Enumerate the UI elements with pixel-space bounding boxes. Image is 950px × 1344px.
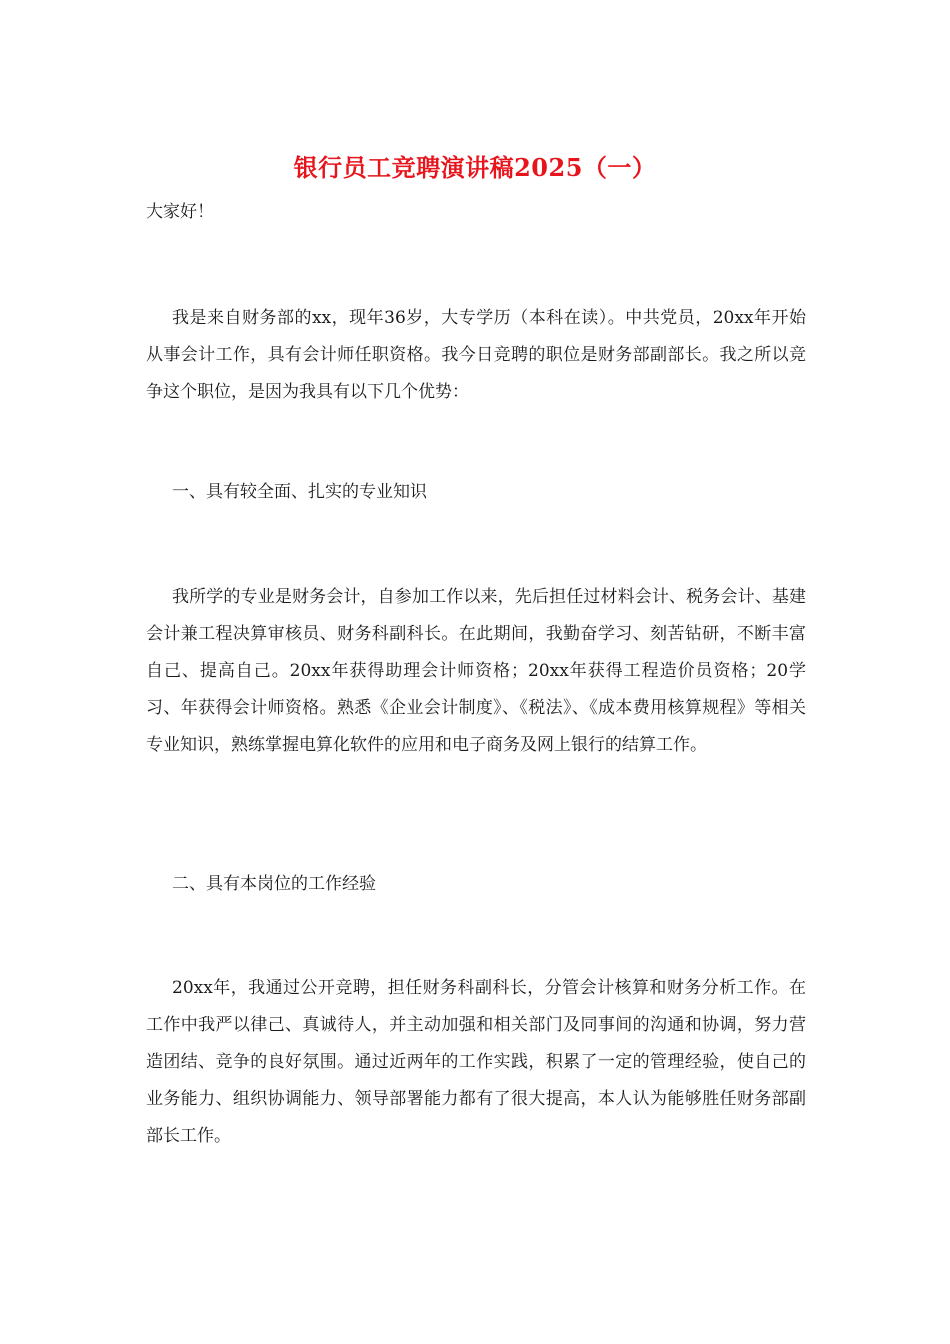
intro-paragraph: 我是来自财务部的xx，现年36岁，大专学历（本科在读）。中共党员，20xx年开始从事会计工作，具有会计师任职资格。我今日竞聘的职位是财务部副部长。我之所以竞争这个职位，是因为我具有以下几个优势： (146, 308, 806, 402)
document-title: 银行员工竞聘演讲稿2025（一） (293, 153, 657, 182)
section-heading-1: 一、具有较全面、扎实的专业知识 (172, 482, 427, 502)
section-1-paragraph: 我所学的专业是财务会计，自参加工作以来，先后担任过材料会计、税务会计、基建会计兼工程决算审核员、财务科副科长。在此期间，我勤奋学习、刻苦钻研，不断丰富自己、提高自己。20xx年获得助理会计师资格；20xx年获得工程造价员资格；20学习、年获得会计师资格。熟悉《企业会计制度》、《税法》、《成本费用核算规程》等相关专业知识，熟练掌握电算化软件的应用和电子商务及网上银行的结算工作。 (146, 587, 806, 755)
section-heading-2: 二、具有本岗位的工作经验 (172, 874, 376, 894)
section-2-paragraph: 20xx年，我通过公开竞聘，担任财务科副科长，分管会计核算和财务分析工作。在工作中我严以律己、真诚待人，并主动加强和相关部门及同事间的沟通和协调，努力营造团结、竞争的良好氛围。通过近两年的工作实践，积累了一定的管理经验，使自己的业务能力、组织协调能力、领导部署能力都有了很大提高，本人认为能够胜任财务部副部长工作。 (146, 978, 806, 1146)
greeting: 大家好！ (146, 202, 214, 222)
